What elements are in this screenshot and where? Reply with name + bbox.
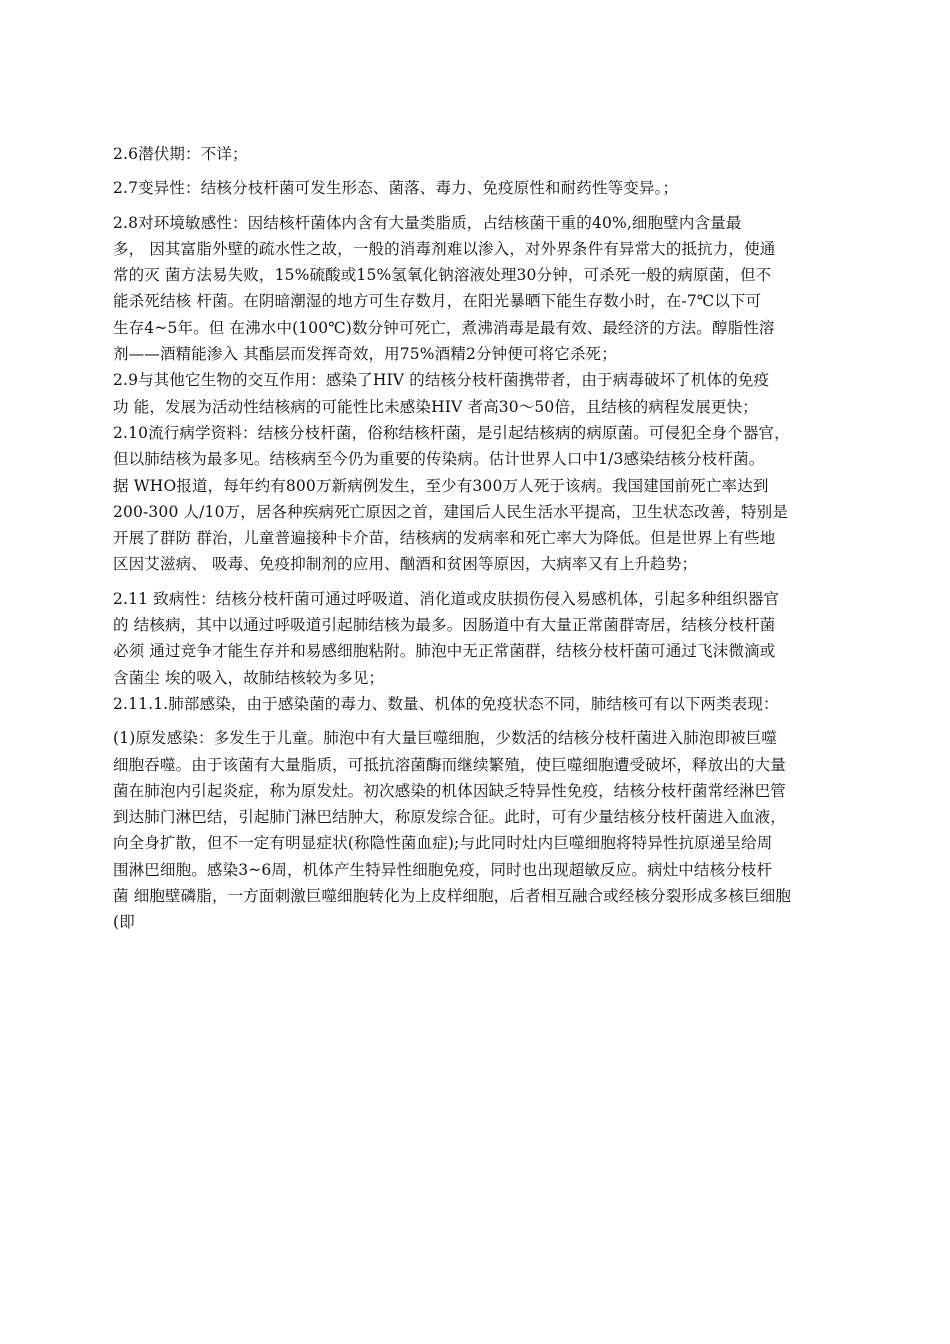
text-line: 200-300 人/10万，居各种疾病死亡原因之首，建国后人民生活水平提高，卫生状态改善，特别是 — [113, 502, 788, 521]
text-line: (1)原发感染：多发生于儿童。肺泡中有大量巨噬细胞，少数活的结核分枝杆菌进入肺泡即被巨噬 — [113, 729, 778, 748]
text-line: 2.8对环境敏感性：因结核杆菌体内含有大量类脂质，占结核菌干重的40%,细胞壁内含量最 — [113, 213, 742, 232]
paragraph-variability — [113, 175, 841, 201]
text-line: 围淋巴细胞。感染3~6周，机体产生特异性细胞免疫，同时也出现超敏反应。病灶中结核分枝杆 — [113, 860, 773, 879]
text-line: 含菌尘 埃的吸入，故肺结核较为多见； — [113, 668, 385, 687]
text-line: 常的灭 菌方法易失败，15%硫酸或15%氢氧化钠溶液处理30分钟，可杀死一般的病原菌，但不 — [113, 266, 772, 285]
text-line: 区因艾滋病、 吸毒、免疫抑制剂的应用、酗酒和贫困等原因，大病率又有上升趋势； — [113, 555, 698, 574]
text-line: 向全身扩散，但不一定有明显症状(称隐性菌血症);与此同时灶内巨噬细胞将特异性抗原递呈给周 — [113, 834, 773, 853]
text-line: 据 WHO报道，每年约有800万新病例发生，至少有300万人死于该病。我国建国前死亡率达到 — [113, 476, 769, 495]
text-line: 菌在肺泡内引起炎症，称为原发灶。初次感染的机体因缺乏特异性免疫，结核分枝杆菌常经淋巴管 — [113, 781, 786, 800]
text-line: 的 结核病，其中以通过呼吸道引起肺结核为最多。因肠道中有大量正常菌群寄居，结核分枝杆菌 — [113, 616, 776, 635]
document-body — [113, 141, 841, 936]
text-line: 必须 通过竞争才能生存并和易感细胞粘附。肺泡中无正常菌群，结核分枝杆菌可通过飞沫微滴或 — [113, 642, 776, 661]
text-line: 生存4~5年。但 在沸水中(100℃)数分钟可死亡，煮沸消毒是最有效、最经济的方法。醇脂性溶 — [113, 318, 775, 337]
paragraph-incubation — [113, 141, 841, 167]
text-line: (即 — [113, 913, 135, 932]
paragraph-environment-sensitivity — [113, 210, 841, 368]
text-line: 2.6潜伏期：不详； — [113, 145, 248, 163]
text-line: 功 能，发展为活动性结核病的可能性比未感染HIV 者高30～50倍，且结核的病程发展更快； — [113, 397, 758, 416]
paragraph-primary-infection — [113, 725, 841, 935]
text-line: 2.11.1.肺部感染，由于感染菌的毒力、数量、机体的免疫状态不同，肺结核可有以下两类表现： — [113, 694, 779, 713]
paragraph-epidemiology — [113, 420, 841, 578]
text-line: 2.7变异性：结核分枝杆菌可发生形态、菌落、毒力、免疫原性和耐药性等变异。； — [113, 179, 679, 198]
text-line: 2.10流行病学资料：结核分枝杆菌，俗称结核杆菌，是引起结核病的病原菌。可侵犯全身个器官， — [113, 423, 790, 442]
text-line: 2.11 致病性：结核分枝杆菌可通过呼吸道、消化道或皮肤损伤侵入易感机体，引起多种组织器官 — [113, 589, 780, 608]
text-line: 到达肺门淋巴结，引起肺门淋巴结肿大，称原发综合征。此时，可有少量结核分枝杆菌进入血液， — [113, 808, 786, 827]
text-line: 菌 细胞壁磷脂，一方面刺激巨噬细胞转化为上皮样细胞，后者相互融合或经核分裂形成多核巨细胞 — [113, 887, 792, 906]
text-line: 能杀死结核 杆菌。在阴暗潮湿的地方可生存数月，在阳光暴晒下能生存数小时，在-7℃以下可 — [113, 292, 762, 311]
text-line: 多， 因其富脂外壁的疏水性之故，一般的消毒剂难以渗入，对外界条件有异常大的抵抗力，使通 — [113, 239, 776, 258]
paragraph-pathogenicity — [113, 586, 841, 691]
text-line: 细胞吞噬。由于该菌有大量脂质，可抵抗溶菌酶而继续繁殖，使巨噬细胞遭受破坏，释放出的大量 — [113, 755, 786, 774]
text-line: 2.9与其他它生物的交互作用：感染了HIV 的结核分枝杆菌携带者，由于病毒破坏了机体的免疫 — [113, 371, 770, 390]
paragraph-interaction — [113, 367, 841, 420]
text-line: 剂——酒精能渗入 其酯层而发挥奇效，用75%酒精2分钟便可将它杀死； — [113, 345, 617, 364]
text-line: 开展了群防 群治，儿童普遍接种卡介苗，结核病的发病率和死亡率大为降低。但是世界上有些地 — [113, 529, 776, 548]
paragraph-lung-infection — [113, 691, 841, 717]
text-line: 但以肺结核为最多见。结核病至今仍为重要的传染病。估计世界人口中1/3感染结核分枝杆菌。 — [113, 450, 765, 469]
